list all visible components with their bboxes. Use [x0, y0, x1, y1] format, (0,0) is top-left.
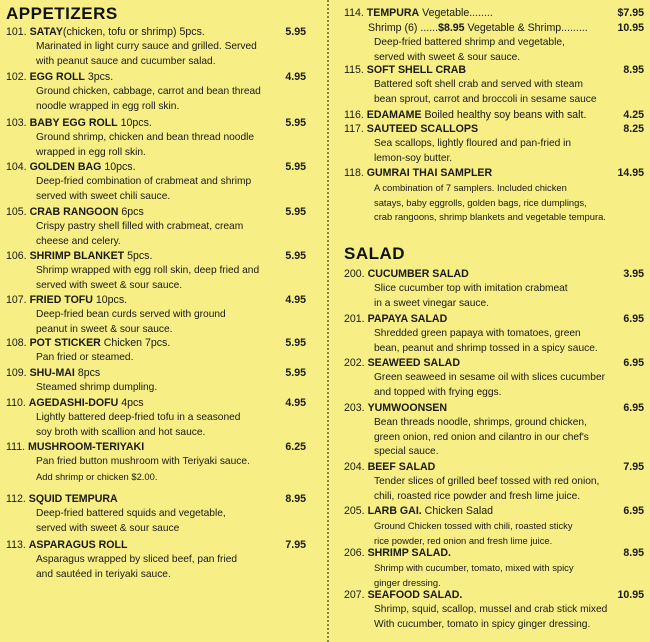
menu-item-header: [344, 546, 644, 561]
item-portion: 4pcs: [118, 397, 144, 409]
item-name: AGEDASHI-DOFU: [28, 397, 119, 409]
item-name: SAUTEED SCALLOPS: [366, 123, 479, 135]
menu-item-header: [6, 538, 306, 553]
item-name: POT STICKER: [29, 337, 101, 349]
item-description: served with sweet chili sauce.: [36, 190, 171, 202]
item-price: 5.95: [285, 26, 306, 38]
item-description: wrapped in egg roll skin.: [36, 146, 146, 158]
item-name: LARB GAI.: [367, 505, 422, 517]
menu-item: [6, 396, 306, 440]
menu-item-header: [6, 492, 306, 507]
item-number: 201.: [344, 313, 368, 325]
item-description: Ground chicken, cabbage, carrot and bean thread: [36, 86, 261, 97]
item-name: MUSHROOM-TERIYAKI: [28, 441, 145, 453]
item-price: 5.95: [285, 117, 306, 129]
item-number: 115.: [344, 64, 367, 76]
item-number: 107.: [6, 294, 30, 306]
item-portion: Boiled healthy soy beans with salt.: [421, 109, 587, 121]
menu-item: [344, 108, 644, 123]
menu-item: [344, 312, 644, 356]
item-description: peanut in sweet & sour sauce.: [36, 323, 173, 335]
variant-label: Vegetable & Shrimp.........: [464, 22, 588, 34]
item-price: 5.95: [285, 367, 306, 379]
item-portion: 5pcs.: [124, 250, 153, 262]
item-number: 113.: [6, 539, 29, 551]
item-name: SHRIMP BLANKET: [29, 250, 125, 262]
item-number: 112.: [6, 493, 29, 505]
item-number: 104.: [6, 161, 30, 173]
item-price: 6.95: [623, 402, 644, 414]
item-description: ginger dressing.: [374, 576, 441, 588]
menu-item: [344, 63, 644, 107]
item-name: YUMWOONSEN: [367, 402, 448, 414]
menu-item-header: [344, 401, 644, 416]
item-description: Green seaweed in sesame oil with slices cucumber: [374, 372, 606, 383]
item-description: Slice cucumber top with imitation crabmeat: [374, 283, 568, 294]
item-description: lemon-soy butter.: [374, 152, 453, 164]
menu-item-header: [6, 440, 306, 455]
menu-item: [344, 588, 644, 632]
item-number: 110.: [6, 397, 29, 409]
menu-item-header: [6, 396, 306, 411]
item-number: 105.: [6, 206, 30, 218]
item-portion: 10pcs.: [101, 161, 136, 173]
item-name: SEAFOOD SALAD.: [367, 589, 463, 601]
item-description: rice powder, red onion and fresh lime juice.: [374, 534, 553, 546]
item-description: Shrimp, squid, scallop, mussel and crab stick mixed: [374, 604, 608, 615]
item-description: A combination of 7 samplers. Included chicken: [374, 182, 567, 193]
item-name: TEMPURA: [366, 7, 420, 19]
item-price: 4.25: [623, 109, 644, 121]
item-name: FRIED TOFU: [29, 294, 93, 306]
item-number: 203.: [344, 402, 368, 414]
item-description: with peanut sauce and cucumber salad.: [36, 55, 216, 67]
column-divider: [327, 0, 329, 642]
menu-item: [6, 70, 306, 114]
item-price: 5.95: [285, 161, 306, 173]
item-description: Marinated in light curry sauce and grilled. Served: [36, 41, 257, 52]
menu-item: [6, 160, 306, 204]
item-description: Pan fried button mushroom with Teriyaki sauce.: [36, 456, 250, 467]
item-number: 109.: [6, 367, 30, 379]
item-portion: 10pcs.: [92, 294, 128, 306]
menu-item: [6, 492, 306, 536]
item-price: 6.95: [623, 313, 644, 325]
variant-price: 10.95: [617, 22, 644, 34]
item-description: Lightly battered deep-fried tofu in a seasoned: [36, 412, 241, 423]
item-description: Ground shrimp, chicken and bean thread noodle: [36, 132, 255, 143]
item-price: 6.95: [623, 505, 644, 517]
item-description: bean, peanut and shrimp tossed in a spicy sauce.: [374, 342, 598, 354]
menu-item-header: [344, 588, 644, 603]
item-description: cheese and celery.: [36, 235, 121, 247]
item-description: crab rangoons, shrimp blankets and vegetable tempura.: [374, 211, 606, 223]
menu-item: [344, 401, 644, 460]
menu-item-header: [344, 63, 644, 78]
item-description: in a sweet vinegar sauce.: [374, 297, 489, 309]
menu-item: [6, 116, 306, 160]
menu-item-header: [6, 249, 306, 264]
menu-item: [6, 366, 306, 396]
item-name: PAPAYA SALAD: [367, 313, 448, 325]
item-description: special sauce.: [374, 446, 439, 458]
item-description: and sautéed in teriyaki sauce.: [36, 568, 171, 580]
item-description: served with sweet & sour sauce: [36, 522, 180, 534]
item-description: noodle wrapped in egg roll skin.: [36, 100, 180, 112]
menu-item: [344, 166, 644, 225]
menu-item-header: [344, 312, 644, 327]
menu-item-header: [6, 205, 306, 220]
menu-item: [344, 504, 644, 548]
item-description: satays, baby eggrolls, golden bags, rice dumplings,: [374, 196, 587, 208]
item-name: GOLDEN BAG: [29, 161, 102, 173]
item-name: SATAY: [29, 26, 63, 38]
menu-item-header: [6, 366, 306, 381]
item-number: 118.: [344, 167, 367, 179]
item-name: SEAWEED SALAD: [367, 357, 460, 369]
menu-item-header: [6, 336, 306, 351]
item-portion: 8pcs: [74, 367, 101, 379]
menu-item: [6, 538, 306, 582]
item-description: Shrimp with cucumber, tomato, mixed with spicy: [374, 562, 574, 573]
menu-item-header: [344, 166, 644, 181]
menu-item-header: [6, 70, 306, 85]
item-portion: Chicken Salad: [421, 505, 493, 517]
item-description: Crispy pastry shell filled with crabmeat, cream: [36, 221, 244, 232]
item-description: Deep-fried battered squids and vegetable,: [36, 508, 226, 519]
appetizers-heading: APPETIZERS: [6, 4, 118, 23]
menu-item: [344, 546, 644, 590]
item-description: served with sweet & sour sauce.: [36, 279, 183, 291]
menu-item-header: [344, 267, 644, 282]
item-name: EGG ROLL: [29, 71, 85, 83]
salad-heading: SALAD: [344, 244, 406, 263]
menu-item-header: [344, 504, 644, 519]
item-price: 7.95: [285, 539, 306, 551]
menu-item-header: [344, 460, 644, 475]
item-name: SQUID TEMPURA: [28, 493, 118, 505]
item-number: 101.: [6, 26, 30, 38]
menu-item: [6, 249, 306, 293]
item-name: SHRIMP SALAD.: [367, 547, 451, 559]
item-number: 117.: [344, 123, 367, 135]
menu-item: [344, 6, 644, 65]
menu-item-header: [344, 356, 644, 371]
variant-label: Shrimp (6) ......: [368, 22, 439, 34]
menu-item-header: [344, 108, 644, 123]
menu-item-header: [6, 25, 306, 40]
item-price: 10.95: [617, 589, 644, 601]
item-price: 5.95: [285, 206, 306, 218]
variant-price: $8.95: [438, 22, 465, 34]
item-variants: [344, 21, 644, 36]
item-price: 8.95: [285, 493, 306, 505]
item-name: EDAMAME: [366, 109, 422, 121]
item-portion: Chicken 7pcs.: [100, 337, 171, 349]
item-number: 200.: [344, 268, 368, 280]
item-number: 202.: [344, 357, 368, 369]
item-price: 7.95: [623, 461, 644, 473]
item-description: Sea scallops, lightly floured and pan-fried in: [374, 138, 572, 149]
item-portion: Vegetable........: [419, 7, 493, 19]
menu-item-header: [344, 6, 644, 21]
item-name: SOFT SHELL CRAB: [366, 64, 467, 76]
item-description: Bean threads noodle, shrimps, ground chicken,: [374, 417, 587, 428]
item-number: 206.: [344, 547, 368, 559]
menu-item: [344, 460, 644, 504]
item-price: 5.95: [285, 337, 306, 349]
item-description: Deep-fried bean curds served with ground: [36, 309, 226, 320]
menu-item-header: [344, 122, 644, 137]
item-price: 6.95: [623, 357, 644, 369]
item-price: 6.25: [285, 441, 306, 453]
item-description: soy broth with scallion and hot sauce.: [36, 426, 206, 438]
item-number: 116.: [344, 109, 367, 121]
menu-item: [344, 356, 644, 400]
menu-item-header: [6, 160, 306, 175]
item-number: 102.: [6, 71, 30, 83]
item-description: served with sweet & sour sauce.: [374, 51, 521, 63]
item-number: 114.: [344, 7, 367, 19]
item-description: Shrimp wrapped with egg roll skin, deep fried and: [36, 265, 260, 276]
item-number: 205.: [344, 505, 368, 517]
item-price: $7.95: [617, 7, 644, 19]
item-name: GUMRAI THAI SAMPLER: [366, 167, 493, 179]
item-price: 3.95: [623, 268, 644, 280]
item-number: 103.: [6, 117, 30, 129]
item-description: and topped with frying eggs.: [374, 386, 502, 398]
item-description: Ground Chicken tossed with chili, roasted sticky: [374, 520, 573, 531]
item-description: bean sprout, carrot and broccoli in sesame sauce: [374, 93, 597, 105]
menu-item: [6, 336, 306, 366]
item-portion: 10pcs.: [117, 117, 152, 129]
item-price: 4.95: [285, 397, 306, 409]
item-description: chili, roasted rice powder and fresh lime juice.: [374, 490, 581, 502]
menu-item: [6, 293, 306, 337]
item-description: Battered soft shell crab and served with steam: [374, 79, 583, 90]
menu-item-header: [6, 116, 306, 131]
item-description: Deep-fried combination of crabmeat and shrimp: [36, 176, 252, 187]
item-price: 8.95: [623, 547, 644, 559]
menu-item: [344, 122, 644, 166]
item-price: 4.95: [285, 71, 306, 83]
item-price: 8.95: [623, 64, 644, 76]
item-portion: (chicken, tofu or shrimp) 5pcs.: [62, 26, 205, 38]
item-price: 14.95: [617, 167, 644, 179]
item-description: Tender slices of grilled beef tossed with red onion,: [374, 476, 600, 487]
menu-item: [6, 205, 306, 249]
item-description: With cucumber, tomato in spicy ginger dressing.: [374, 618, 591, 630]
item-portion: 3pcs.: [84, 71, 114, 83]
item-name: BEEF SALAD: [367, 461, 436, 473]
item-number: 111.: [6, 441, 28, 453]
item-description: green onion, red onion and cilantro in our chef's: [374, 431, 589, 443]
menu-item: [344, 267, 644, 311]
menu-item-header: [6, 293, 306, 308]
item-price: 4.95: [285, 294, 306, 306]
item-name: CRAB RANGOON: [29, 206, 119, 218]
item-name: BABY EGG ROLL: [29, 117, 118, 129]
menu-item: [6, 25, 306, 69]
item-description: Steamed shrimp dumpling.: [36, 382, 158, 393]
item-description: Asparagus wrapped by sliced beef, pan fried: [36, 554, 238, 565]
menu-item: [6, 440, 306, 484]
item-price: 8.25: [623, 123, 644, 135]
item-description: Deep-fried battered shrimp and vegetable,: [374, 37, 565, 48]
item-name: SHU-MAI: [29, 367, 75, 379]
item-portion: 6pcs: [118, 206, 144, 218]
item-name: CUCUMBER SALAD: [367, 268, 469, 280]
item-description: Pan fried or steamed.: [36, 352, 134, 363]
item-price: 5.95: [285, 250, 306, 262]
item-number: 106.: [6, 250, 30, 262]
item-number: 204.: [344, 461, 368, 473]
item-description: Shredded green papaya with tomatoes, green: [374, 328, 581, 339]
item-note: Add shrimp or chicken $2.00.: [36, 470, 158, 482]
item-number: 207.: [344, 589, 368, 601]
item-name: ASPARAGUS ROLL: [28, 539, 128, 551]
item-number: 108.: [6, 337, 30, 349]
